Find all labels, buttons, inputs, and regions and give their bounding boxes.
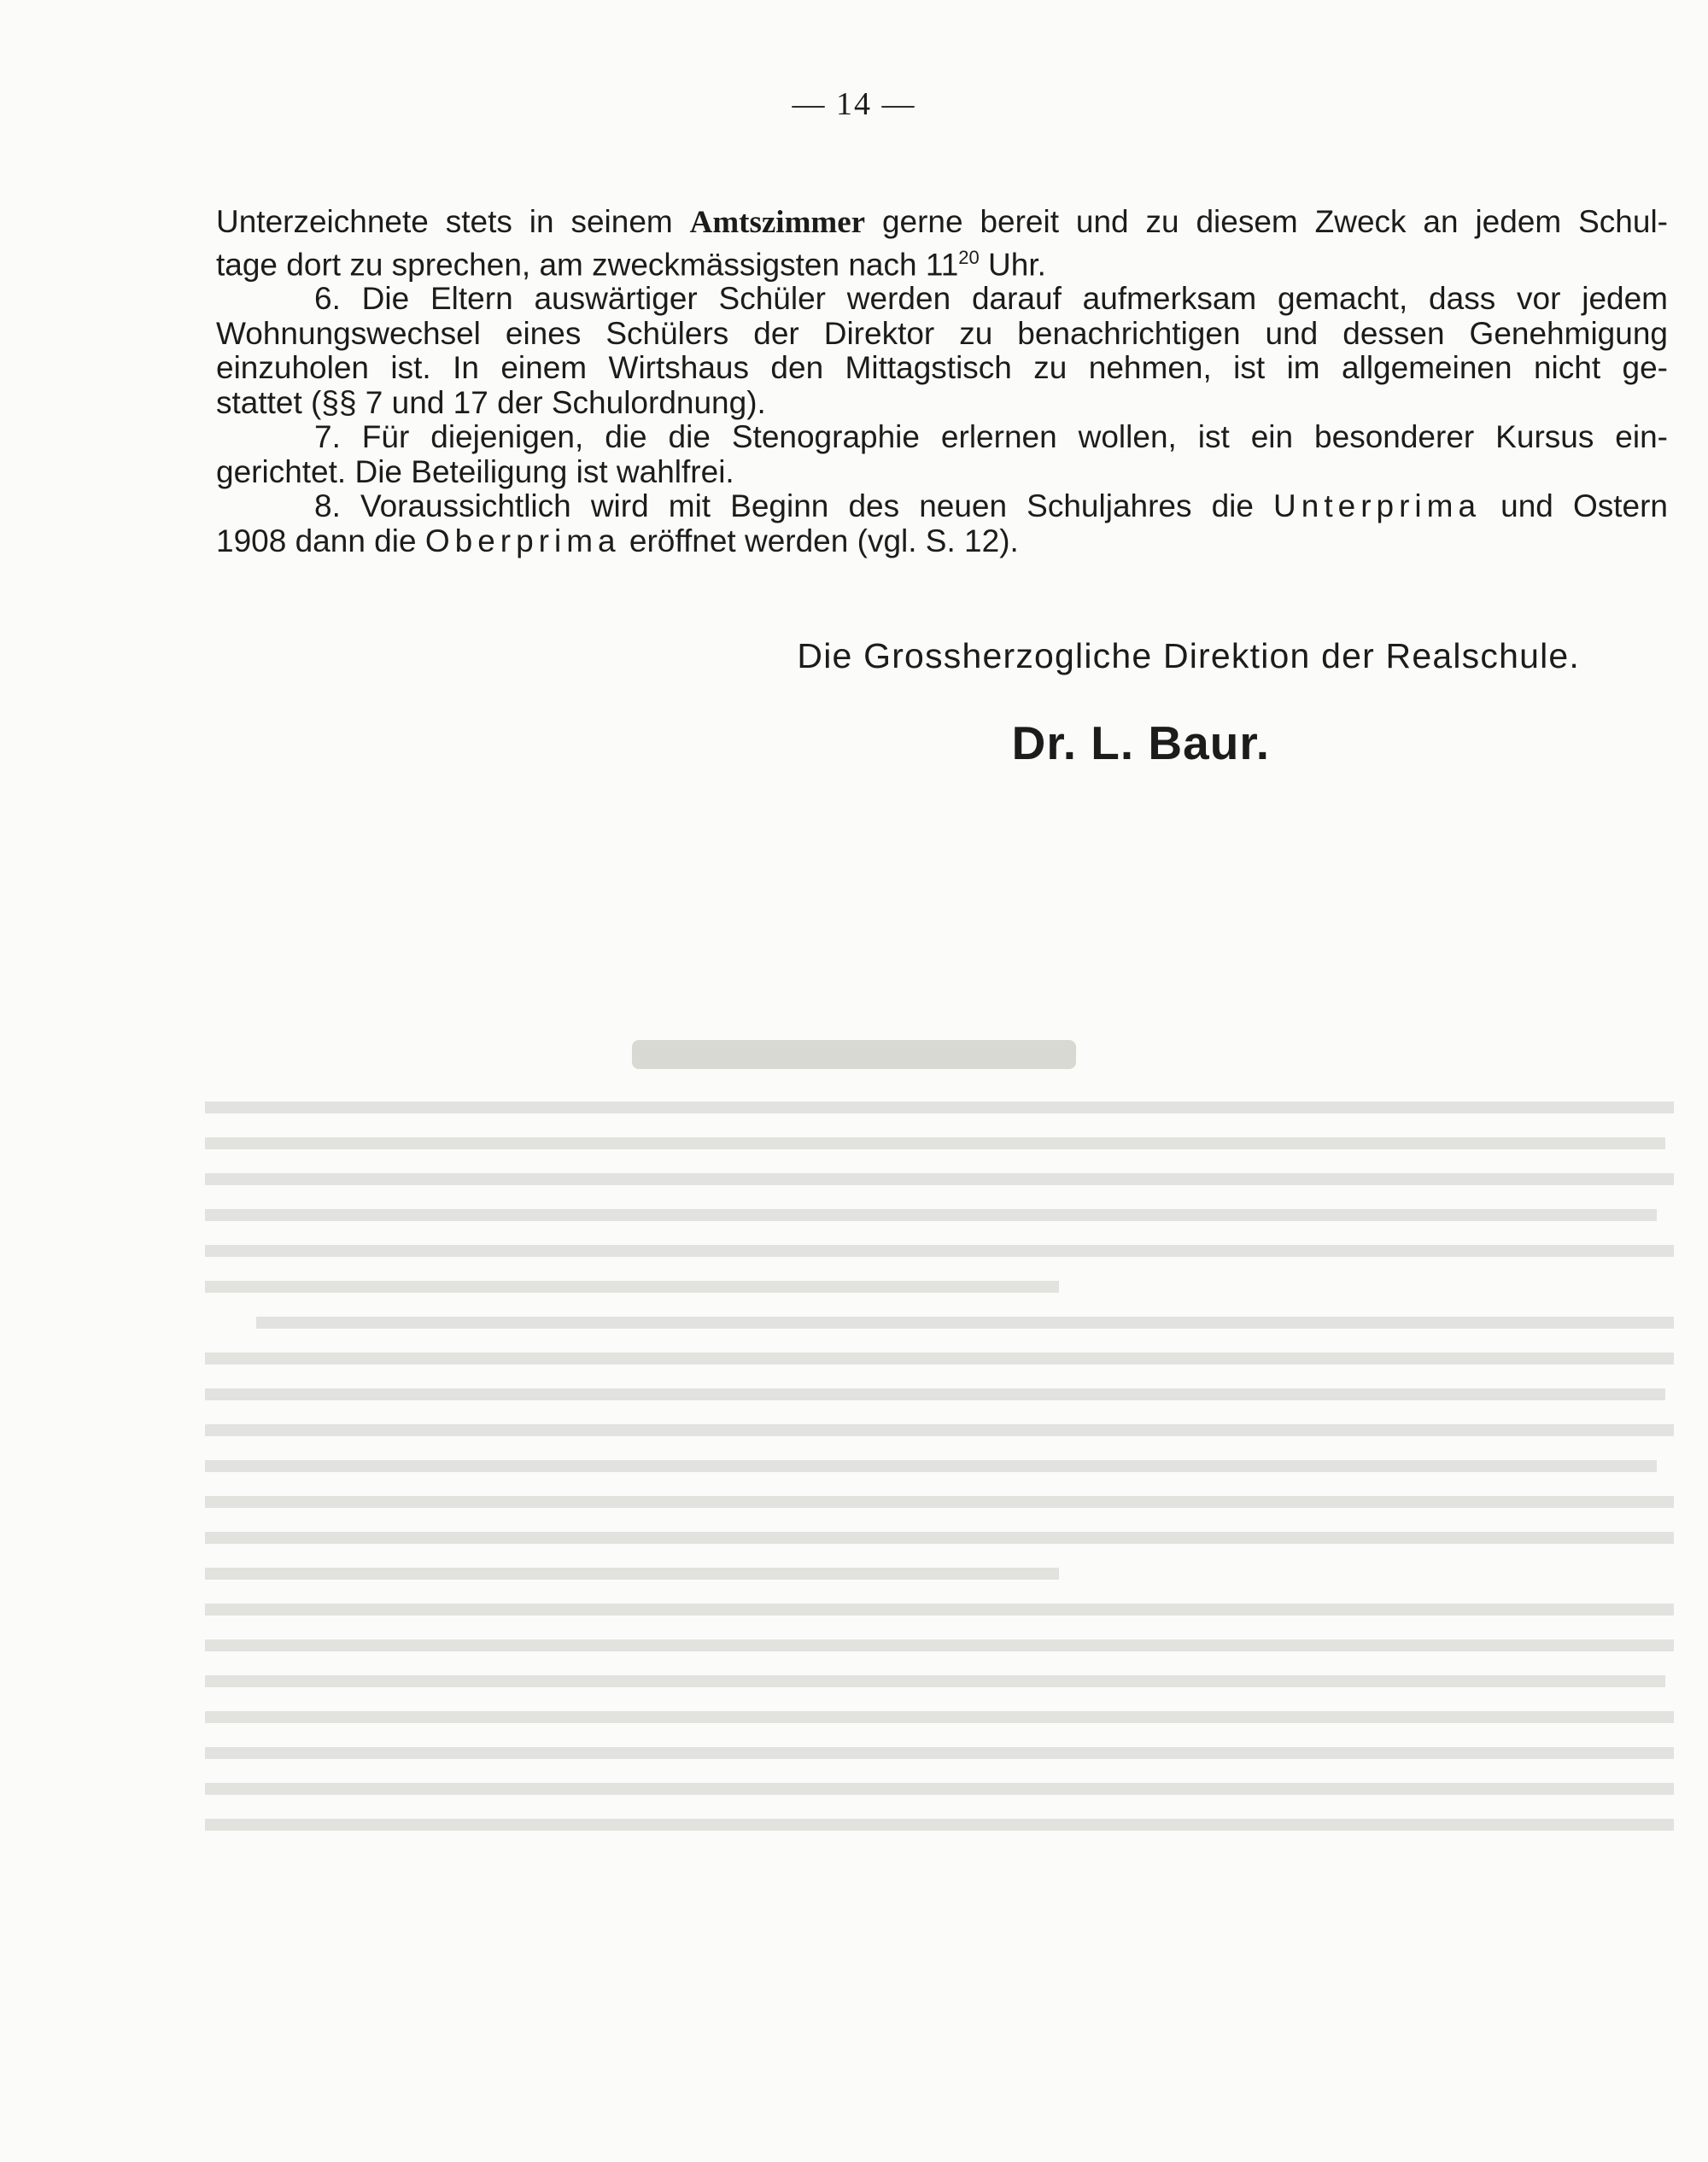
body-text <box>216 205 1668 558</box>
paragraph-6-line-4: stattet (§§ 7 und 17 der Schulordnung). <box>216 384 766 420</box>
page-number: — 14 — <box>792 86 916 122</box>
spaced-term-unterprima: Unterprima <box>1273 488 1482 524</box>
paragraph-5-line-1: Unterzeichnete stets in seinem Amtszimmer gerne bereit und zu diesem Zweck an jedem Schul- <box>216 204 1668 240</box>
signature-name: Dr. L. Baur. <box>1011 716 1270 769</box>
paragraph-7-line-1: 7. Für diejenigen, die die Stenographie erlernen wollen, ist ein besonderer Kursus ein- <box>314 419 1668 455</box>
bleed-through-texture <box>205 1093 1682 1861</box>
paragraph-5-line-2: tage dort zu sprechen, am zweckmässigsten nach $11^{20}$ Uhr. <box>216 246 1046 282</box>
paragraph-6-line-2: Wohnungswechsel eines Schülers der Direktor zu benachrichtigen und dessen Genehmigung <box>216 315 1668 351</box>
bold-term-amtszimmer: Amtszimmer <box>689 205 866 240</box>
signature-organization: Die Grossherzogliche Direktion der Realschule. <box>797 636 1580 675</box>
paragraph-8-line-2: 1908 dann die Oberprima eröffnet werden (vgl. S. 12). <box>216 523 1019 558</box>
paragraph-6-line-3: einzuholen ist. In einem Wirtshaus den Mittagstisch zu nehmen, ist im allgemeinen nicht ge- <box>216 350 1668 386</box>
paragraph-7-line-2: gerichtet. Die Beteiligung ist wahlfrei. <box>216 453 734 489</box>
spaced-term-oberprima: Oberprima <box>424 523 621 558</box>
paragraph-6-line-1: 6. Die Eltern auswärtiger Schüler werden darauf aufmerksam gemacht, dass vor jedem <box>314 281 1668 317</box>
paragraph-8-line-1: 8. Voraussichtlich wird mit Beginn des neuen Schuljahres die Unterprima und Ostern <box>314 488 1668 524</box>
bleed-through-heading-texture <box>0 1025 1708 1097</box>
bleed-through-heading-shape <box>632 1025 1076 1084</box>
